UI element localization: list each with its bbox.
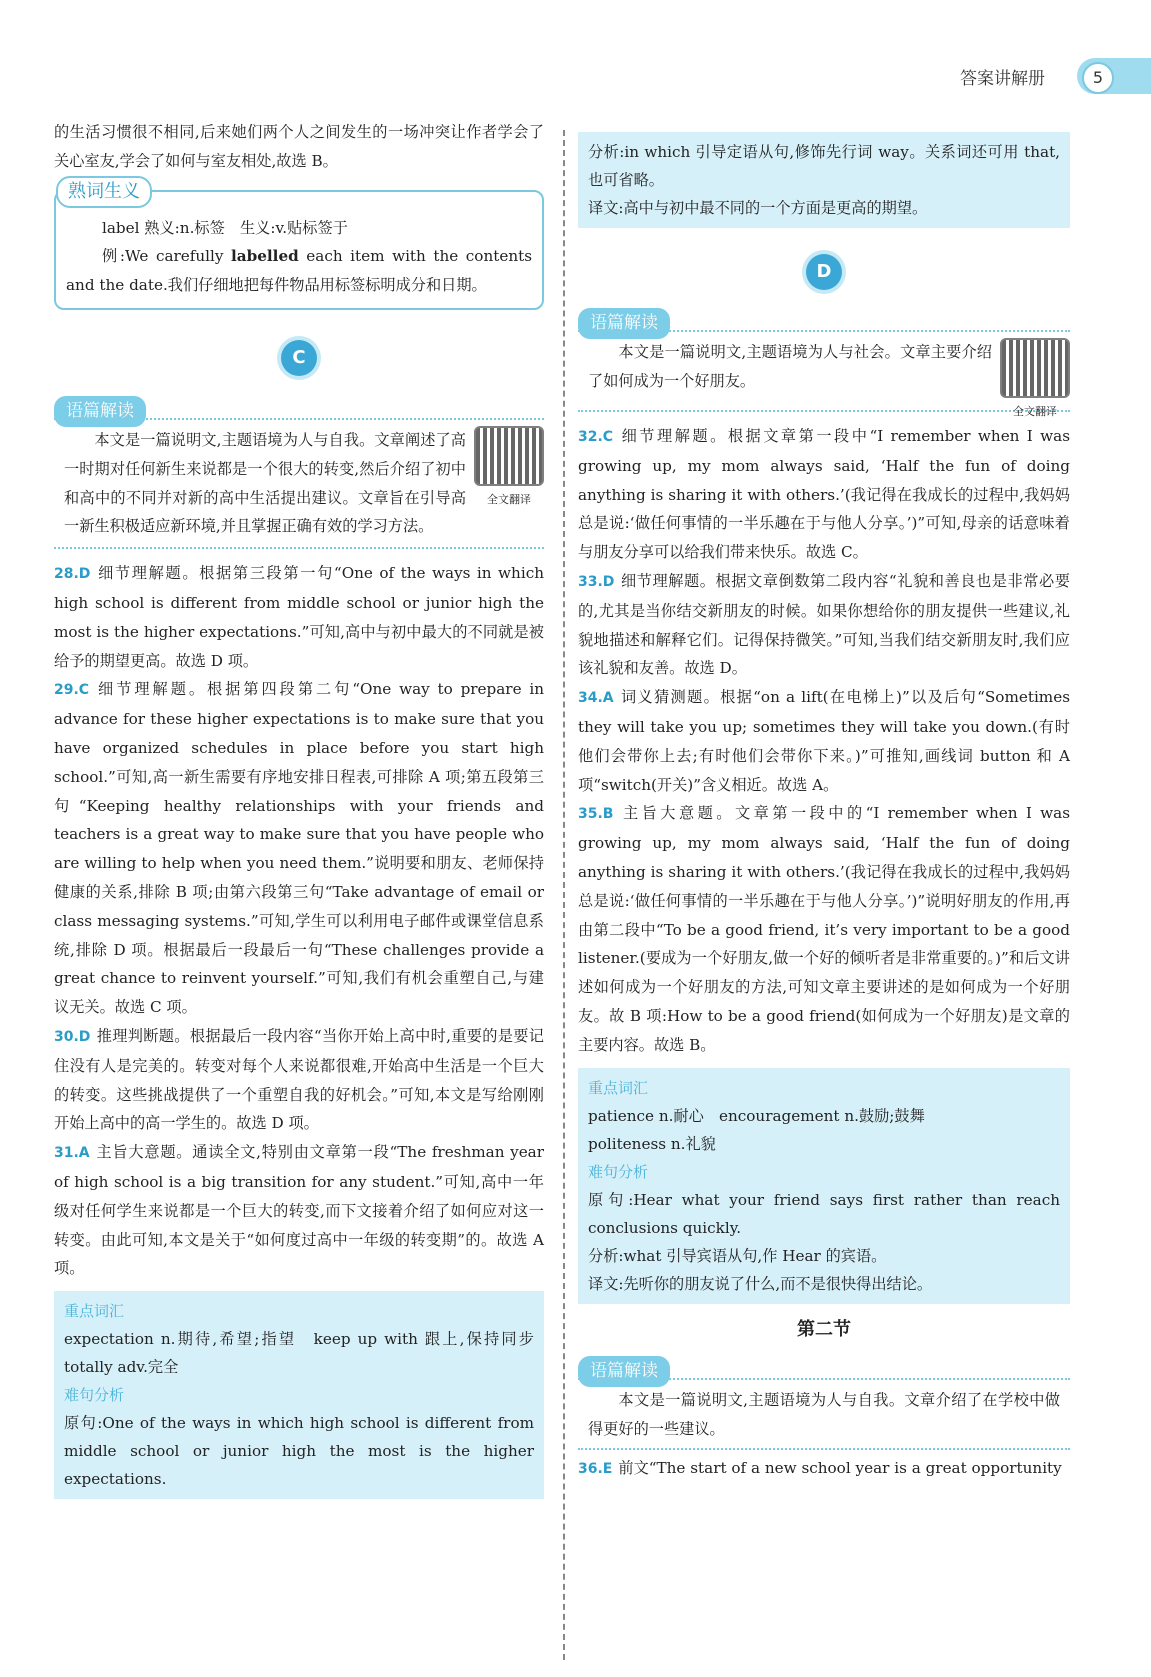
yupian-s2-tag: 语篇解读 bbox=[578, 1356, 670, 1387]
qr-code-d[interactable]: 全文翻译 bbox=[1000, 338, 1070, 410]
vocab-head: 重点词汇 bbox=[588, 1078, 649, 1097]
vocab-line: expectation n.期待,希望;指望 keep up with 跟上,保持同步 totally adv.完全 bbox=[64, 1330, 550, 1377]
translation-line: 译文:先听你的朋友说了什么,而不是很快得出结论。 bbox=[588, 1274, 933, 1293]
answer-item: 34.A 词义猜测题。根据“on a lift(在电梯上)”以及后句“Sometimes they will take you up; sometimes they will take you down.(有时他们会带你上去;有时他们会带你下来。)”可推知,画线词 button 和 A 项“switch(开关)”含义相近。故选 A。 bbox=[578, 688, 1070, 794]
yupian-s2-text: 本文是一篇说明文,主题语境为人与自我。文章介绍了在学校中做得更好的一些建议。 bbox=[588, 1391, 1060, 1439]
section-two-title: 第二节 bbox=[797, 1318, 851, 1340]
yupian-section2 bbox=[578, 1356, 1070, 1483]
column-divider bbox=[563, 130, 565, 1660]
shuci-line: label 熟义:n.标签 生义:v.贴标签于 bbox=[102, 218, 348, 237]
answer-item: 29.C 细节理解题。根据第四段第二句“One way to prepare in advance for these higher expectations is to make sure that you have organized schedules in place before you start high school.”可知,高一新生需要有序地安排日程表,可排除 A 项;第五段第三句“Keeping healthy relationships with your friends and teachers is a great way to make sure that you have people who are willing to help when you need them.”说明要和朋友、老师保持健康的关系,排除 B 项;由第六段第三句“Take advantage of email or class messaging systems.”可知,学生可以利用电子邮件或课堂信息系统,排除 D 项。根据最后一段最后一句“These challenges provide a great chance to reinvent yourself.”可知,我们有机会重塑自己,与建议无关。故选 C 项。 bbox=[54, 680, 544, 1017]
yupian-c bbox=[54, 396, 544, 549]
analysis-box-c bbox=[578, 132, 1070, 228]
vocab-box-d bbox=[578, 1068, 1070, 1304]
original-sentence: 原句:Hear what your friend says first rather than reach conclusions quickly. bbox=[588, 1190, 1060, 1237]
vocab-box-c bbox=[54, 1291, 550, 1499]
right-column bbox=[578, 132, 1070, 1484]
answer-item: 35.B 主旨大意题。文章第一段中的“I remember when I was growing up, my mom always said, ‘Half the fun of doing anything is sharing it with others.’(我记得在我成长的过程中,我妈妈总是说:‘做任何事情的一半乐趣在于与他人分享。’)”说明好朋友的作用,再由第二段中“To be a good friend, it’s very important to be a good listener.(要成为一个好朋友,做一个好的倾听者是非常重要的。)”和后文讲述如何成为一个好朋友的方法,可知文章主要讲述的是如何成为一个好朋友。故 B 项:How to be a good friend(如何成为一个好朋友)是文章的主要内容。故选 B。 bbox=[578, 804, 1070, 1054]
yupian-d-tag: 语篇解读 bbox=[578, 308, 670, 339]
yupian-d bbox=[578, 308, 1070, 418]
intro-text: 的生活习惯很不相同,后来她们两个人之间发生的一场冲突让作者学会了关心室友,学会了如何与室友相处,故选 B。 bbox=[54, 123, 544, 170]
yupian-c-text: 本文是一篇说明文,主题语境为人与自我。文章阐述了高一时期对任何新生来说都是一个很大的转变,然后介绍了初中和高中的不同并对新的高中生活提出建议。文章旨在引导高一新生积极适应新环境,并且掌握正确有效的学习方法。 bbox=[64, 430, 466, 536]
header-label: 答案讲解册 bbox=[960, 69, 1045, 89]
answer-item: 32.C 细节理解题。根据文章第一段中“I remember when I was growing up, my mom always said, ‘Half the fun of doing anything is sharing it with others.’(我记得在我成长的过程中,我妈妈总是说:‘做任何事情的一半乐趣在于与他人分享。’)”可知,母亲的话意味着与朋友分享可以给我们带来快乐。故选 C。 bbox=[578, 427, 1070, 562]
qr-code-icon bbox=[1000, 338, 1070, 398]
answer-item: 30.D 推理判断题。根据最后一段内容“当你开始上高中时,重要的是要记住没有人是完美的。转变对每个人来说都很难,开始高中生活是一个巨大的转变。这些挑战提供了一个重塑自我的好机会。”可知,本文是写给刚刚开始上高中的高一学生的。故选 D 项。 bbox=[54, 1026, 544, 1133]
analysis-line: 分析:in which 引导定语从句,修饰先行词 way。关系词还可用 that,也可省略。 bbox=[588, 143, 1060, 189]
translation-line: 译文:高中与初中最不同的一个方面是更高的期望。 bbox=[588, 199, 928, 217]
answer-item: 31.A 主旨大意题。通读全文,特别由文章第一段“The freshman year of high school is a big transition for any student.”可知,高中一年级对任何学生来说都是一个巨大的转变,而下文接着介绍了如何应对这一转变。由此可知,本文是关于“如何度过高中一年级的转变期”的。故选 A 项。 bbox=[54, 1143, 544, 1278]
difficult-head: 难句分析 bbox=[588, 1162, 649, 1181]
answers-d bbox=[578, 422, 1070, 1060]
left-column bbox=[54, 118, 550, 1499]
answer-item: 28.D 细节理解题。根据第三段第一句“One of the ways in which high school is different from middle school or junior high the most is the higher expectations.”可知,高中与初中最大的不同就是被给予的期望更高。故选 D 项。 bbox=[54, 564, 544, 670]
yupian-c-tag: 语篇解读 bbox=[54, 396, 146, 427]
vocab-head: 重点词汇 bbox=[64, 1302, 125, 1321]
section-c-badge: C bbox=[281, 340, 317, 376]
section-d-badge: D bbox=[806, 254, 842, 290]
vocab-line: patience n.耐心 encouragement n.鼓励;鼓舞 bbox=[588, 1106, 925, 1125]
yupian-d-text: 本文是一篇说明文,主题语境为人与社会。文章主要介绍了如何成为一个好朋友。 bbox=[588, 343, 992, 390]
shuci-example: 例:We carefully labelled each item with the contents and the date.我们仔细地把每件物品用标签标明成分和日期。 bbox=[66, 247, 533, 295]
shuci-tag: 熟词生义 bbox=[56, 176, 152, 209]
shuci-box bbox=[54, 180, 544, 310]
qr-code-c[interactable]: 全文翻译 bbox=[474, 426, 544, 498]
vocab-line: politeness n.礼貌 bbox=[588, 1134, 716, 1153]
page-number: 5 bbox=[1082, 62, 1114, 94]
analysis-line: 分析:what 引导宾语从句,作 Hear 的宾语。 bbox=[588, 1246, 887, 1265]
answers-c bbox=[54, 559, 544, 1283]
difficult-head: 难句分析 bbox=[64, 1386, 125, 1405]
original-sentence: 原句:One of the ways in which high school is different from middle school or junior high the most is the higher expectations. bbox=[64, 1414, 534, 1489]
answer-item: 33.D 细节理解题。根据文章倒数第二段内容“礼貌和善良也是非常必要的,尤其是当你结交新朋友的时候。如果你想给你的朋友提供一些建议,礼貌地描述和解释它们。记得保持微笑。”可知,当我们结交新朋友时,我们应该礼貌和友善。故选 D。 bbox=[578, 571, 1070, 678]
answer-item: 36.E 前文“The start of a new school year is a great opportunity bbox=[578, 1458, 1062, 1477]
qr-code-icon bbox=[474, 426, 544, 486]
